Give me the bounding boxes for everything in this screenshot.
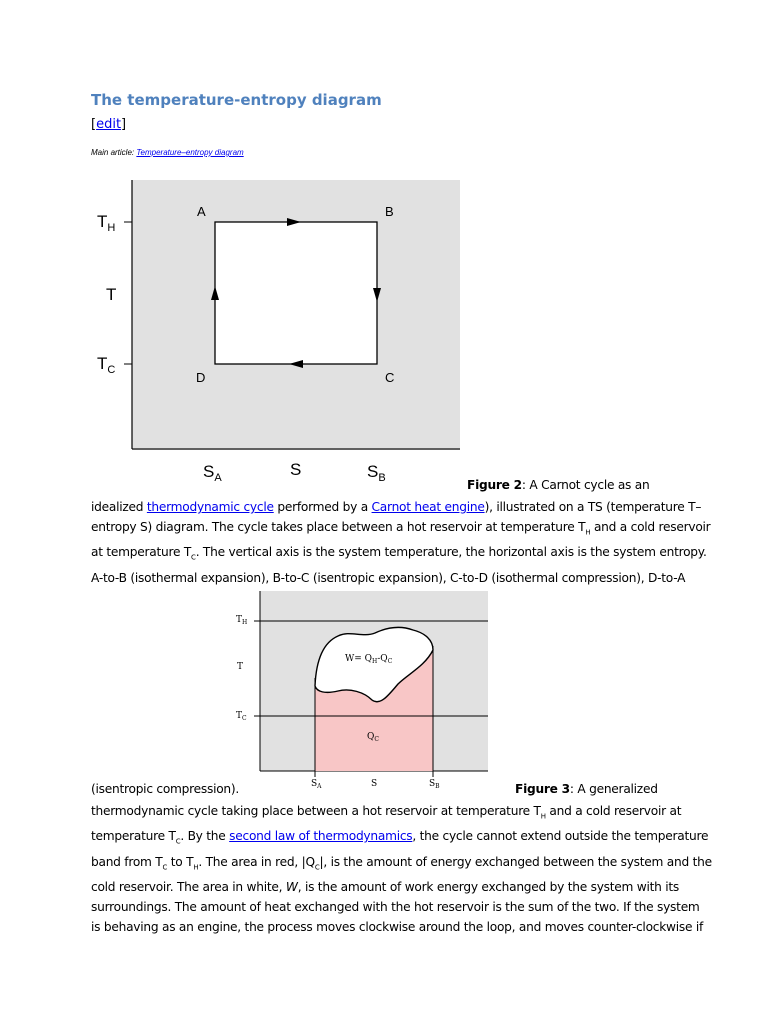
y-label-tc-sub: C xyxy=(107,364,116,376)
second-law-link[interactable]: second law of thermodynamics xyxy=(229,829,413,844)
caption2-line-4: A-to-B (isothermal expansion), B-to-C (isentropic expansion), C-to-D (isothermal compression), D-to-A xyxy=(91,570,686,585)
x-label-sa-sub: A xyxy=(214,472,222,484)
heat-qc-main: Q xyxy=(367,732,375,742)
main-article-link[interactable]: Temperature–entropy diagram xyxy=(136,148,244,157)
caption2-text: idealized xyxy=(91,500,147,514)
carnot-cycle-loop xyxy=(215,222,377,364)
edit-link-wrapper xyxy=(91,117,126,132)
point-c-label: C xyxy=(385,370,395,385)
fig3-y-label-th xyxy=(236,615,247,626)
work-label-sub2: C xyxy=(387,658,393,665)
figure3-caption-start xyxy=(515,782,658,796)
x-label-s: S xyxy=(290,460,302,479)
work-label-sub1: H xyxy=(372,658,378,665)
x-label-sa xyxy=(203,462,222,484)
fig3-th-sub: H xyxy=(242,619,248,626)
caption3-line-3 xyxy=(91,852,712,877)
point-a-label: A xyxy=(197,204,206,219)
point-d-label: D xyxy=(196,370,206,385)
fig3-sb-sub: B xyxy=(435,783,440,790)
figure2-label: Figure 2 xyxy=(467,478,522,492)
caption2-text: and a cold reservoir xyxy=(590,520,711,534)
caption2-text: entropy S) diagram. The cycle takes place between a hot reservoir at temperature T xyxy=(91,520,586,534)
fig3-sa-main: S xyxy=(311,779,318,789)
fig3-th-main: T xyxy=(236,615,243,625)
caption3-line-6: is behaving as an engine, the process moves clockwise around the loop, and moves counter-clockwise if xyxy=(91,920,704,935)
caption3-sub: C xyxy=(314,863,320,872)
y-label-t: T xyxy=(106,285,117,304)
fig3-tc-main: T xyxy=(236,711,243,721)
caption3-text: band from T xyxy=(91,854,163,869)
caption3-line-4 xyxy=(91,877,691,897)
caption2-line-3 xyxy=(91,542,707,567)
section-title: The temperature-entropy diagram xyxy=(91,91,382,109)
fig3-y-label-tc xyxy=(236,711,247,722)
point-b-label: B xyxy=(385,204,394,219)
caption3-w-italic: W xyxy=(285,880,298,895)
figure3-label: Figure 3 xyxy=(515,782,570,796)
caption3-text: . The area in red, |Q xyxy=(198,854,315,869)
thermodynamic-cycle-link[interactable]: thermodynamic cycle xyxy=(146,500,274,514)
work-label-mid: -Q xyxy=(377,654,388,664)
caption3-text: |, is the amount of energy exchanged between the system and the xyxy=(319,854,712,869)
caption2-line-1 xyxy=(91,497,702,517)
main-article-prefix: Main article: xyxy=(91,148,137,157)
caption3-text: . By the xyxy=(180,829,230,844)
figure3-caption-body xyxy=(91,801,712,937)
y-label-tc xyxy=(97,354,115,376)
caption3-text: temperature T xyxy=(91,829,176,844)
caption3-line-5: surroundings. The amount of heat exchanged with the hot reservoir is the sum of the two. If the system xyxy=(91,900,700,915)
heat-qc-sub: C xyxy=(374,736,379,743)
fig3-sb-main: S xyxy=(429,779,436,789)
fig3-x-label-sa xyxy=(311,779,322,790)
caption3-text: to T xyxy=(167,854,194,869)
y-label-th-sub: H xyxy=(107,222,116,234)
caption3-sub: C xyxy=(162,863,168,872)
edit-link[interactable]: edit xyxy=(96,117,122,132)
x-label-sb xyxy=(367,462,386,484)
edit-bracket-close: ] xyxy=(121,117,127,132)
fig3-x-label-s: S xyxy=(371,779,378,789)
caption2-text: . The vertical axis is the system temperature, the horizontal axis is the system entropy. xyxy=(195,545,707,560)
caption2-text: at temperature T xyxy=(91,545,192,560)
caption2-line-5: (isentropic compression). xyxy=(91,782,240,796)
caption3-line-2 xyxy=(91,826,709,851)
caption3-text: , the cycle cannot extend outside the temperature xyxy=(412,829,709,844)
caption2-line-2 xyxy=(91,517,711,542)
caption3-text: cold reservoir. The area in white, xyxy=(91,880,286,895)
caption2-text: ), illustrated on a TS (temperature T– xyxy=(484,500,702,514)
work-label-w: W= Q xyxy=(345,654,373,664)
caption2-sub: H xyxy=(585,528,591,537)
caption2-sub: C xyxy=(191,553,196,562)
caption3-text: and a cold reservoir at xyxy=(545,804,682,818)
caption3-sub: C xyxy=(175,837,181,846)
caption3-sub: H xyxy=(193,863,199,872)
caption3-sub: H xyxy=(540,812,546,821)
fig3-y-label-t: T xyxy=(237,662,244,672)
fig3-tc-sub: C xyxy=(242,715,247,722)
work-label xyxy=(345,654,393,665)
generalized-cycle-diagram xyxy=(230,588,490,796)
y-label-th-main: T xyxy=(97,212,108,231)
main-article-note xyxy=(91,148,244,157)
x-label-sb-main: S xyxy=(367,462,379,481)
edit-bracket-open: [ xyxy=(91,117,97,132)
caption3-line-1 xyxy=(91,801,691,826)
y-label-tc-main: T xyxy=(97,354,108,373)
figure2-caption-text: : A Carnot cycle as an xyxy=(521,478,650,492)
figure3-caption-text: : A generalized xyxy=(569,782,658,796)
fig3-sa-sub: A xyxy=(317,783,322,790)
caption2-text: performed by a xyxy=(273,500,372,514)
caption3-text: , is the amount of work energy exchanged by the system with its xyxy=(297,880,680,895)
caption3-text: thermodynamic cycle taking place between a hot reservoir at temperature T xyxy=(91,804,541,818)
fig3-x-label-sb xyxy=(429,779,440,790)
carnot-ts-diagram xyxy=(90,175,470,490)
figure2-caption-start xyxy=(467,478,649,492)
x-label-sb-sub: B xyxy=(378,472,386,484)
x-label-sa-main: S xyxy=(203,462,215,481)
y-label-th xyxy=(97,212,115,234)
figure2-caption-body xyxy=(91,497,711,588)
carnot-heat-engine-link[interactable]: Carnot heat engine xyxy=(371,500,485,514)
